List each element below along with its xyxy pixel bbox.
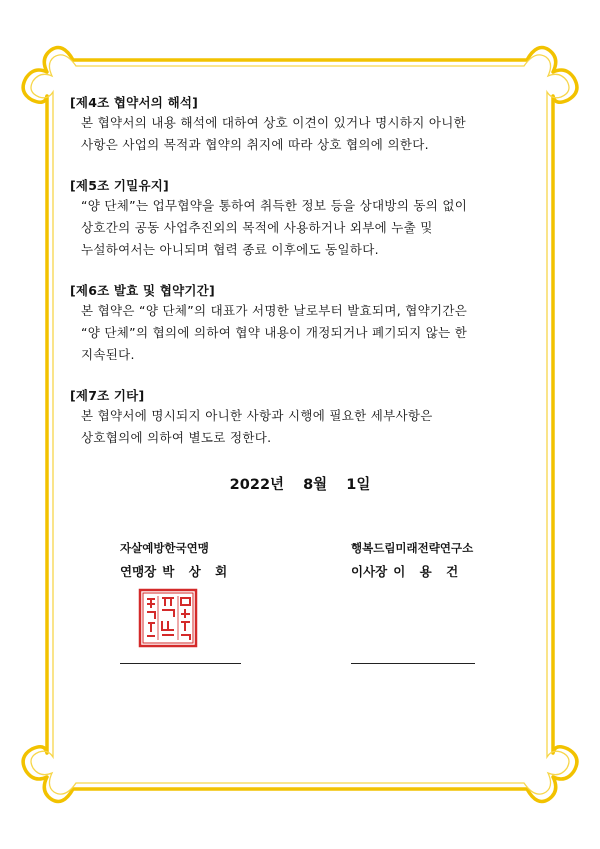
article-5-line-1: “양 단체”는 업무협약을 통하여 취득한 정보 등을 상대방의 동의 없이 bbox=[81, 198, 468, 213]
article-4-line-2: 사항은 사업의 목적과 협약의 취지에 따라 상호 협의에 의한다. bbox=[81, 137, 429, 152]
right-org-name: 행복드림미래전략연구소 bbox=[351, 541, 474, 555]
article-4-line-1: 본 협약서의 내용 해석에 대하여 상호 이견이 있거나 명시하지 아니한 bbox=[81, 115, 466, 130]
article-5-line-2: 상호간의 공동 사업추진외의 목적에 사용하거나 외부에 누출 및 bbox=[81, 220, 433, 235]
article-4-title: [제4조 협약서의 해석] bbox=[70, 95, 199, 110]
article-6-line-1: 본 협약은 “양 단체”의 대표가 서명한 날로부터 발효되며, 협약기간은 bbox=[81, 303, 468, 318]
article-6-line-3: 지속된다. bbox=[81, 347, 135, 362]
article-6-title: [제6조 발효 및 협약기간] bbox=[70, 283, 215, 298]
right-representative bbox=[351, 562, 463, 580]
agreement-date: 2022년 8월 1일 bbox=[229, 477, 371, 493]
article-6-line-2: “양 단체”의 협의에 의하여 협약 내용이 개정되거나 폐기되지 않는 한 bbox=[81, 325, 468, 340]
article-5-line-3: 누설하여서는 아니되며 협력 종료 이후에도 동일하다. bbox=[81, 242, 379, 257]
left-rep-role: 연맹장 bbox=[120, 564, 157, 579]
article-5-title: [제5조 기밀유지] bbox=[70, 178, 169, 193]
official-seal-stamp bbox=[138, 588, 198, 648]
right-signature-line bbox=[351, 663, 475, 664]
article-7-title: [제7조 기타] bbox=[70, 388, 145, 403]
left-org-name: 자살예방한국연맹 bbox=[120, 541, 209, 555]
right-rep-role: 이사장 bbox=[351, 564, 388, 579]
left-rep-name: 박 상 회 bbox=[162, 564, 233, 579]
left-representative bbox=[120, 562, 232, 580]
article-7-line-2: 상호협의에 의하여 별도로 정한다. bbox=[81, 430, 272, 445]
article-7-line-1: 본 협약서에 명시되지 아니한 사항과 시행에 필요한 세부사항은 bbox=[81, 408, 433, 423]
left-signature-line bbox=[120, 663, 241, 664]
right-rep-name: 이 용 건 bbox=[393, 564, 464, 579]
